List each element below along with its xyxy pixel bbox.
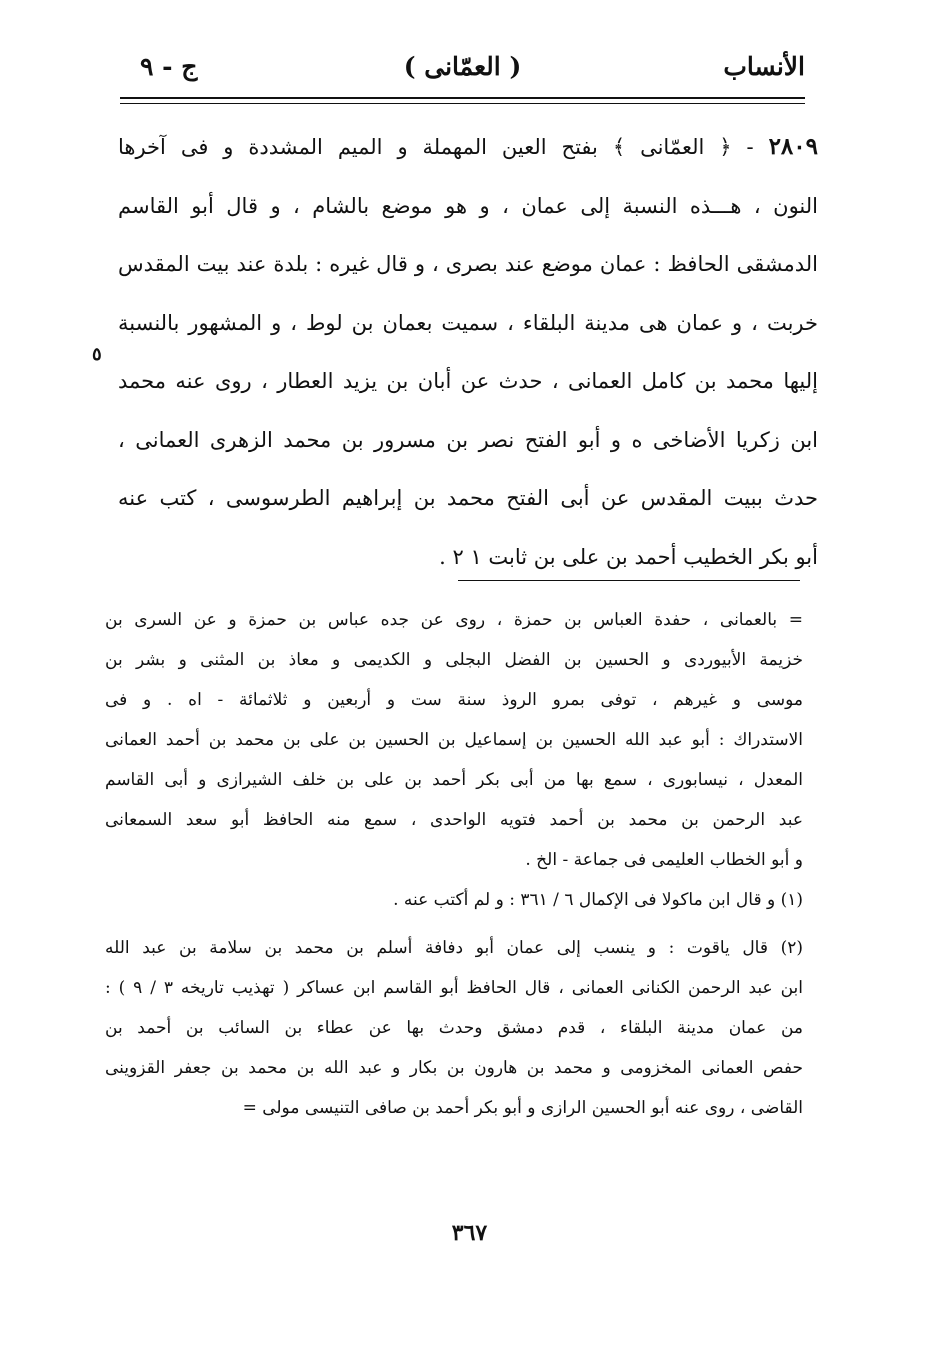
footnotes xyxy=(105,600,803,1128)
entry-line: إليها محمد بن كامل العمانى ، حدث عن أبان بن يزيد العطار ، روى عنه محمد xyxy=(118,369,818,393)
page-number: ٣٦٧ xyxy=(451,1220,488,1246)
volume-label: ج - ٩ xyxy=(140,52,198,81)
footnote-line: القاضى ، روى عنه أبو الحسين الرازى و أبو بكر أحمد بن صافى التنيسى مولى = xyxy=(242,1098,803,1118)
footnote-line: و أبو الخطاب العليمى فى جماعة - الخ . xyxy=(525,850,803,870)
footnote-line: موسى و غيرهم ، توفى بمرو الروذ سنة ست و أربعين و ثلاثمائة - اه . و فى xyxy=(105,690,803,710)
entry-line: النون ، هـــذه النسبة إلى عمان ، و هو موضع بالشام ، و قال أبو القاسم xyxy=(118,193,818,218)
footnote-line: = بالعمانى ، حفدة العباس بن حمزة ، روى عن جده عباس بن حمزة و عن السرى بن xyxy=(105,610,803,630)
footnote-line: المعدل ، نيسابورى ، سمع بها من أبى بكر أحمد بن على بن خلف الشيرازى و أبى القاسم xyxy=(105,770,803,790)
footnote-1: (١) و قال ابن ماكولا فى الإكمال ٦ / ٣٦١ : و لم أكتب عنه . xyxy=(393,890,803,910)
section-heading: ( العمّانى ) xyxy=(403,52,522,81)
footnote-line: من عمان مدينة البلقاء ، قدم دمشق وحدث بها عن عطاء بن السائب بن أحمد بن xyxy=(105,1018,803,1038)
header-rule-thin xyxy=(120,103,805,104)
footnote-2: (٢) قال ياقوت : و ينسب إلى عمان أبو دفافة أسلم بن محمد بن سلامة بن عبد الله xyxy=(105,938,803,958)
footnote-line: ابن عبد الرحمن الكنانى العمانى ، قال الحافظ أبو القاسم ابن عساكر ( تهذيب تاريخه ٣ / ٩ ) : xyxy=(105,978,803,998)
entry-line: خربت ، و عمان هى مدينة البلقاء ، سميت بعمان بن لوط ، و المشهور بالنسبة xyxy=(118,310,818,335)
book-title: الأنساب xyxy=(723,52,805,81)
header-rule xyxy=(120,97,805,99)
footnote-line: خزيمة الأبيوردى و الحسين بن الفضل البجلى و الكديمى و معاذ بن المثنى و بشر بن xyxy=(105,650,803,670)
entry-number: ٢٨٠٩ xyxy=(768,133,818,160)
entry-line: أبو بكر الخطيب أحمد بن على بن ثابت ١ ٢ . xyxy=(439,544,818,569)
entry-line: حدث ببيت المقدس عن أبى الفتح محمد بن إبراهيم الطرسوسى ، كتب عنه xyxy=(118,486,818,510)
running-header xyxy=(120,52,805,92)
footnote-line: عبد الرحمن بن محمد بن أحمد فتويه الواحدى ، سمع منه الحافظ أبو سعد السمعانى xyxy=(105,810,803,830)
footnote-line: حفص العمانى المخزومى و محمد بن هارون بن بكار و عبد الله بن محمد بن جعفر القزوينى xyxy=(105,1058,803,1078)
footnote-separator xyxy=(458,580,800,581)
footnote-line: الاستدراك : أبو عبد الله الحسين بن إسماعيل بن الحسين بن على بن محمد بن أحمد العمانى xyxy=(105,730,803,750)
main-entry xyxy=(118,118,818,586)
entry-line-text: - ﴿ العمّانى ﴾ بفتح العين المهملة و الميم المشددة و فى آخرها xyxy=(118,135,754,159)
entry-line: الدمشقى الحافظ : عمان موضع عند بصرى ، و قال غيره : بلدة عند بيت المقدس xyxy=(118,252,818,276)
line-marker-number: ٥ xyxy=(92,344,102,365)
entry-line: ابن زكريا الأضاخى ه و أبو الفتح نصر بن مسرور بن محمد الزهرى العمانى ، xyxy=(118,427,818,452)
entry-line xyxy=(118,118,818,177)
